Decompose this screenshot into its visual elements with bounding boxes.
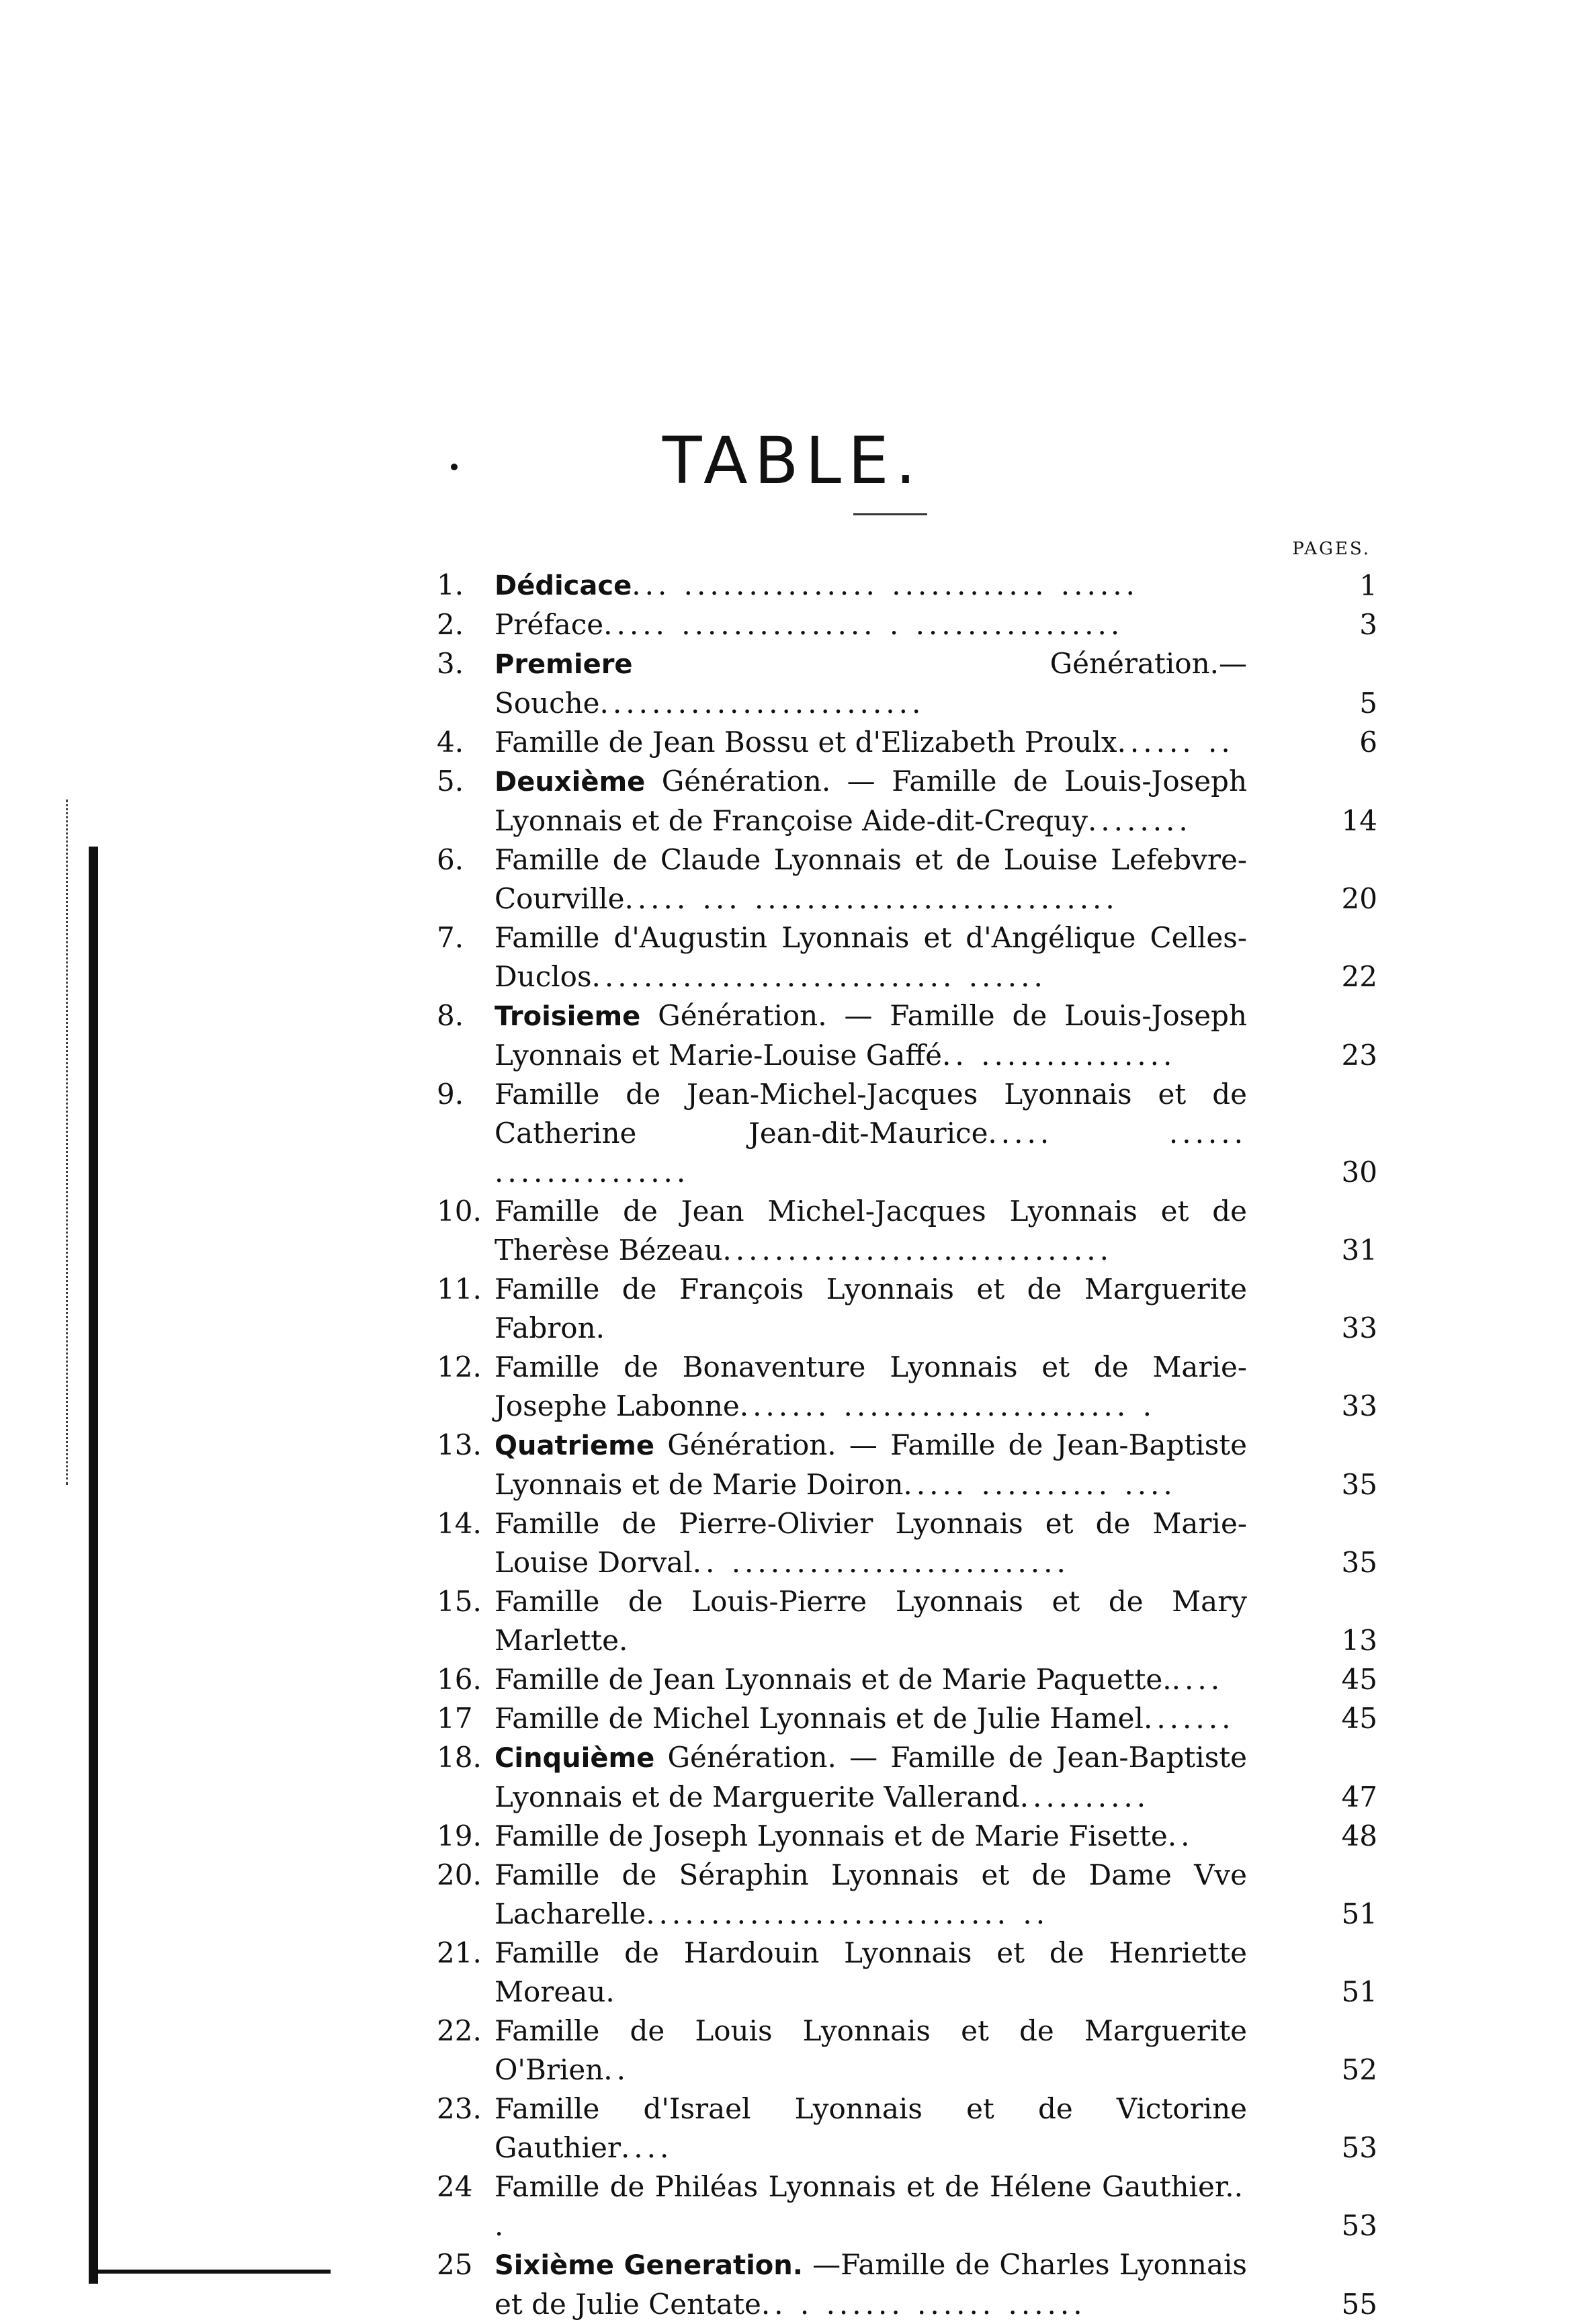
toc-entry-title [495, 1699, 1247, 1738]
toc-entry-number: 20. [437, 1858, 482, 1891]
toc-entry-generation: Premiere [495, 649, 633, 680]
toc-entry-title [495, 1856, 1247, 1934]
toc-entry-number: 14. [437, 1507, 482, 1540]
toc-entry [437, 1738, 1377, 1817]
toc-entry-text: Famille de Joseph Lyonnais et de Marie Fisette [495, 1819, 1168, 1852]
toc-entry-page: 33 [1341, 1389, 1377, 1422]
toc-entry-leader: .. .......................... [692, 1546, 1070, 1579]
toc-entry-page: 30 [1341, 1156, 1377, 1189]
toc-entry-generation: Dédicace [495, 570, 632, 601]
toc-entry [437, 2167, 1377, 2245]
toc-entry-number: 1. [437, 568, 464, 601]
toc-entry-leader: . . [495, 2170, 1247, 2242]
toc-entry-page: 48 [1341, 1819, 1377, 1852]
toc-entry-leader: .......... [1019, 1780, 1150, 1813]
toc-entry-number: 10. [437, 1195, 482, 1228]
toc-entry-number: 8. [437, 999, 464, 1032]
toc-entry-title [495, 1426, 1247, 1504]
toc-entry-text: Famille de Hardouin Lyonnais et de Henriette Moreau. [495, 1936, 1247, 2008]
toc-entry-page: 13 [1341, 1624, 1377, 1657]
toc-entry [437, 762, 1377, 841]
toc-entry-page: 22 [1341, 960, 1377, 993]
toc-entry-title [495, 2167, 1247, 2245]
toc-entry-text: Famille d'Augustin Lyonnais et d'Angélique Celles-Duclos [495, 921, 1247, 993]
toc-entry-title [495, 723, 1247, 762]
toc-entry-number: 22. [437, 2014, 482, 2047]
toc-entry-title [495, 2012, 1247, 2090]
toc-entry-number: 4. [437, 726, 464, 759]
toc-entry [437, 918, 1377, 996]
toc-entry-number: 25 [437, 2248, 473, 2281]
toc-entry-title [495, 918, 1247, 996]
toc-entry-page: 6 [1359, 726, 1377, 759]
toc-entry-number: 23. [437, 2092, 482, 2125]
toc-entry-leader: ..... .......... .... [903, 1468, 1176, 1501]
toc-entry-number: 9. [437, 1078, 464, 1111]
toc-entry-leader: .... [1171, 1663, 1224, 1696]
toc-entry [437, 996, 1377, 1075]
toc-entry-title [495, 1270, 1247, 1348]
toc-entry-title [495, 566, 1247, 605]
toc-entry-number: 2. [437, 608, 464, 641]
toc-entry-number: 21. [437, 1936, 482, 1969]
toc-entry-text: Génération. — Famille de Louis-Joseph Lyonnais et de Françoise Aide-dit-Crequy [495, 765, 1247, 837]
toc-entry-title [495, 841, 1247, 918]
toc-entry-leader: .... [620, 2131, 673, 2164]
toc-entry [437, 1348, 1377, 1426]
toc-entry-title [495, 2245, 1247, 2324]
toc-entry-leader: ..... ............... . ................ [603, 608, 1124, 641]
toc-entry-title [495, 644, 1247, 723]
toc-entry-text: Famille de Pierre-Olivier Lyonnais et de Marie-Louise Dorval [495, 1507, 1247, 1579]
toc-entry-title [495, 2090, 1247, 2167]
toc-entry-title [495, 1075, 1247, 1192]
toc-entry-text: Famille d'Israel Lyonnais et de Victorine Gauthier [495, 2092, 1247, 2164]
toc-entry-page: 47 [1341, 1780, 1377, 1813]
toc-entry-leader: ....... ...................... . [739, 1389, 1156, 1422]
toc-entry-text: Famille de Jean Lyonnais et de Marie Paquette. [495, 1663, 1172, 1696]
toc-entry [437, 566, 1377, 605]
toc-entry-generation: Deuxième [495, 767, 646, 798]
toc-entry-leader: ..... ... ............................ [624, 882, 1119, 915]
toc-entry-leader: ... ............... ............ ...... [632, 568, 1139, 601]
toc-entry [437, 1699, 1377, 1738]
toc-entry-text: Famille de Jean Bossu et d'Elizabeth Proulx [495, 726, 1117, 759]
toc-entry-leader: .. [603, 2053, 630, 2086]
toc-entry-title [495, 1348, 1247, 1426]
margin-rule-foot [89, 2270, 331, 2274]
toc-entry-title [495, 605, 1247, 644]
toc-entry-generation: Quatrieme [495, 1430, 654, 1461]
toc-entry-leader: ............................ ...... [591, 960, 1047, 993]
toc-entry-page: 51 [1341, 1897, 1377, 1930]
toc-entry-leader: ............................ .. [646, 1897, 1049, 1930]
toc-entry-text: Génération. — Famille de Jean-Baptiste Lyonnais et de Marie Doiron [495, 1428, 1247, 1501]
toc-entry-page: 3 [1359, 608, 1377, 641]
toc-entry [437, 841, 1377, 918]
toc-entry-text: Famille de Philéas Lyonnais et de Hélene Gauthier. [495, 2170, 1234, 2203]
toc-entry-number: 16. [437, 1663, 482, 1696]
toc-entry-title [495, 1504, 1247, 1582]
toc-entry [437, 1817, 1377, 1856]
toc-entry-text: Génération. — Famille de Louis-Joseph Lyonnais et Marie-Louise Gaffé [495, 999, 1247, 1072]
toc-entry-generation: Troisieme [495, 1001, 641, 1032]
toc-entry-title [495, 1660, 1247, 1699]
toc-entry-number: 11. [437, 1273, 482, 1305]
toc-entry-title [495, 1582, 1247, 1660]
toc-entry-generation: Cinquième [495, 1743, 655, 1774]
toc-entry-text: Famille de Claude Lyonnais et de Louise Lefebvre-Courville [495, 843, 1247, 915]
toc-entry-number: 12. [437, 1350, 482, 1383]
toc-entry-text: Famille de Séraphin Lyonnais et de Dame Vve Lacharelle [495, 1858, 1247, 1930]
margin-binding-rule [89, 847, 98, 2284]
toc-entry-text: Génération.—Souche [495, 647, 1247, 720]
toc-entry-title [495, 1192, 1247, 1270]
toc-entry-leader: .. [1167, 1819, 1194, 1852]
toc-entry [437, 1934, 1377, 2012]
toc-entry-number: 3. [437, 647, 464, 680]
toc-entry-generation: Sixième Generation. [495, 2250, 803, 2281]
toc-entry [437, 1504, 1377, 1582]
toc-entry-text: —Famille de Charles Lyonnais et de Julie Centate [495, 2248, 1247, 2321]
toc-entry-page: 51 [1341, 1975, 1377, 2008]
toc-entry-leader: ....... [1143, 1702, 1235, 1735]
toc-entry [437, 723, 1377, 762]
toc-entry [437, 1075, 1377, 1192]
toc-entry-title [495, 1817, 1247, 1856]
toc-entry-page: 35 [1341, 1468, 1377, 1501]
toc-entry [437, 1192, 1377, 1270]
toc-entry [437, 1582, 1377, 1660]
toc-entry [437, 2012, 1377, 2090]
title-underline [853, 513, 927, 515]
table-of-contents [437, 566, 1377, 2324]
toc-entry-leader: ........ [1087, 804, 1192, 837]
toc-entry [437, 605, 1377, 644]
toc-entry-text: Génération. — Famille de Jean-Baptiste Lyonnais et de Marguerite Vallerand [495, 1741, 1247, 1813]
toc-entry-text: Famille de Louis-Pierre Lyonnais et de Mary Marlette. [495, 1585, 1247, 1657]
toc-entry-page: 53 [1341, 2209, 1377, 2242]
toc-entry-number: 5. [437, 765, 464, 798]
toc-entry-leader: .. ............... [942, 1039, 1176, 1072]
toc-entry-leader: ...... .. [1117, 726, 1234, 759]
toc-entry-title [495, 1934, 1247, 2012]
toc-entry-page: 1 [1359, 569, 1377, 602]
toc-entry-leader: .............................. [722, 1234, 1113, 1266]
toc-entry-page: 5 [1359, 687, 1377, 720]
toc-entry-page: 35 [1341, 1546, 1377, 1579]
toc-entry [437, 2090, 1377, 2167]
toc-entry-leader: ......................... [599, 687, 925, 720]
toc-entry-number: 13. [437, 1428, 482, 1461]
toc-entry-text: Famille de Louis Lyonnais et de Marguerite O'Brien [495, 2014, 1247, 2086]
toc-entry-text: Préface [495, 608, 604, 641]
margin-speckle [66, 800, 75, 1485]
toc-entry-page: 14 [1341, 804, 1377, 837]
toc-entry-number: 6. [437, 843, 464, 876]
toc-entry-title [495, 1738, 1247, 1817]
toc-entry-page: 20 [1341, 882, 1377, 915]
toc-entry [437, 644, 1377, 723]
toc-entry-leader: .. . ...... ...... ...... [761, 2288, 1086, 2321]
toc-entry [437, 1856, 1377, 1934]
toc-entry-number: 24 [437, 2170, 473, 2203]
toc-entry [437, 1270, 1377, 1348]
toc-entry-number: 7. [437, 921, 464, 954]
toc-entry-page: 31 [1341, 1234, 1377, 1266]
toc-entry-page: 55 [1341, 2288, 1377, 2321]
toc-entry-number: 17 [437, 1702, 473, 1735]
toc-entry-text: Famille de François Lyonnais et de Marguerite Fabron. [495, 1273, 1247, 1344]
toc-entry-number: 15. [437, 1585, 482, 1618]
toc-entry-title [495, 996, 1247, 1075]
toc-entry-leader: ..... ...... ............... [495, 1117, 1247, 1189]
toc-entry-number: 19. [437, 1819, 482, 1852]
toc-entry-page: 33 [1341, 1311, 1377, 1344]
toc-entry-number: 18. [437, 1741, 482, 1774]
toc-entry [437, 1660, 1377, 1699]
toc-entry-text: Famille de Michel Lyonnais et de Julie Hamel [495, 1702, 1144, 1735]
toc-entry-title [495, 762, 1247, 841]
toc-entry [437, 2245, 1377, 2324]
toc-entry-page: 23 [1341, 1039, 1377, 1072]
page-title: TABLE. [662, 423, 923, 499]
toc-entry-text: Famille de Jean-Michel-Jacques Lyonnais et de Catherine Jean-dit-Maurice [495, 1078, 1247, 1150]
toc-entry-page: 53 [1341, 2131, 1377, 2164]
toc-entry-page: 45 [1341, 1702, 1377, 1735]
toc-entry-page: 52 [1341, 2053, 1377, 2086]
toc-entry-text: Famille de Bonaventure Lyonnais et de Marie-Josephe Labonne [495, 1350, 1247, 1422]
toc-entry [437, 1426, 1377, 1504]
pages-column-header: PAGES. [1292, 539, 1371, 559]
toc-entry-page: 45 [1341, 1663, 1377, 1696]
toc-entry-text: Famille de Jean Michel-Jacques Lyonnais et de Therèse Bézeau [495, 1195, 1247, 1266]
